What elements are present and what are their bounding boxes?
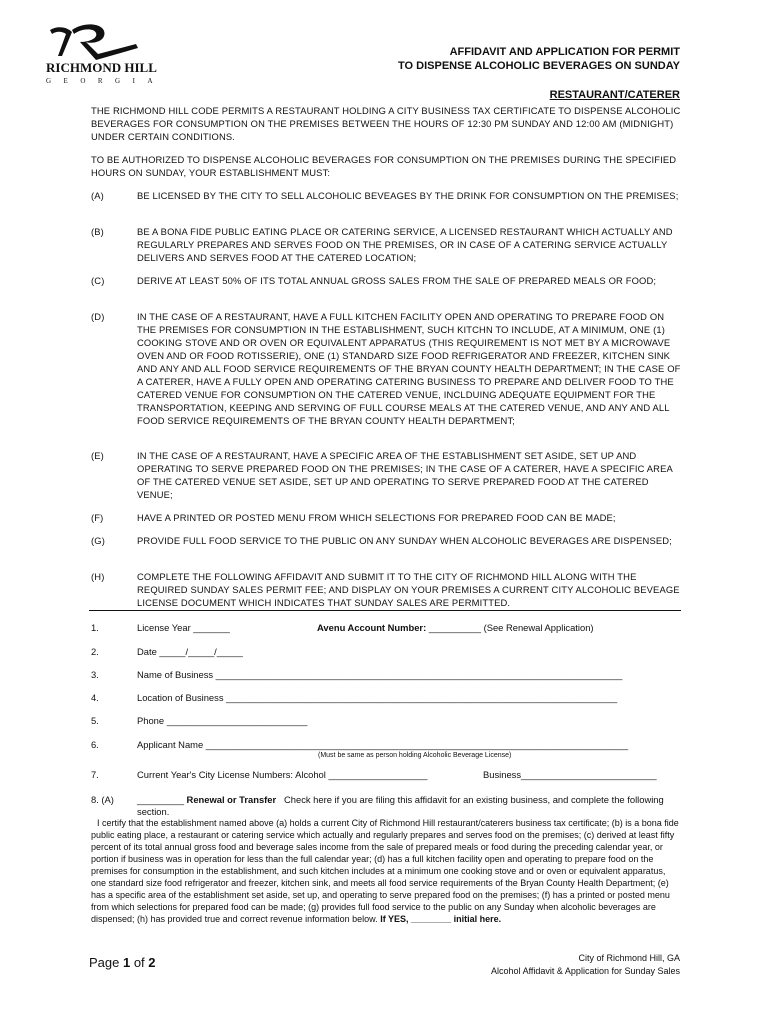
account-number-note: (See Renewal Application) <box>483 622 594 633</box>
city-logo <box>46 22 165 86</box>
renewal-transfer-instructions: Check here if you are filing this affidavit for an existing business, and complete the following section. <box>137 794 664 817</box>
footer-doc-title: Alcohol Affidavit & Application for Sunday Sales <box>491 966 680 976</box>
business-location-label[interactable]: Location of Business ___________________________________________________________________________ <box>137 692 618 703</box>
footer-city: City of Richmond Hill, GA <box>578 953 680 963</box>
document-subtitle: RESTAURANT/CATERER <box>549 89 680 101</box>
requirement-label: (H) <box>91 571 105 582</box>
document-title <box>398 45 680 73</box>
page-number: 1 <box>122 955 131 970</box>
initial-here-field[interactable]: If YES, ________ initial here. <box>380 914 502 924</box>
renewal-transfer-label: Renewal or Transfer <box>186 794 277 805</box>
requirement-text: BE A BONA FIDE PUBLIC EATING PLACE OR CATERING SERVICE, A LICENSED RESTAURANT WHICH ACTUALLY AND REGULARLY PREPARES AND SERVES FOOD ON THE PREMISES, OR IN CASE OF A CATERING SERVICE ACTUALLY DELIVERS AND SERVES FOOD AT THE CATERED LOCATION; <box>137 226 673 263</box>
field-number: 5. <box>91 715 99 726</box>
requirement-text: IN THE CASE OF A RESTAURANT, HAVE A FULL KITCHEN FACILITY OPEN AND OPERATING TO PREPARE FOOD ON THE PREMISES FOR CONSUMPTION IN THE ESTABLISHMENT, SUCH KITCHN TO INCLUDE, AT A MINIMUM, ONE (1) COOKING STOVE AND OR OVEN OR EQUIVALENT APPARATUS (THIS REQUIREMENT IS NOT MET BY A MICROWAVE OVEN AND OR FOOD ROTISSERIE), ONE (1) STANDARD SIZE FOOD REFRIGERATOR AND FREEZER, KITCHEN SINK AND ANY AND ALL FOOD SERVICE REQUIREMENTS OF THE BRYAN COUNTY HEALTH DEPARTMENT; IN THE CASE OF A CATERER, HAVE A FULLY OPEN AND OPERATING CATERING BUSINESS TO PREPARE AND DELIVER FOOD TO THE CATERED VENUE FOR CONSUMPTION ON THE CATERED VENUE, INCLDUING ADEQUATE EQUIPMENT FOR THE TRANSPORTATION, KEEPING AND SERVING OF FULL COURSE MEALS AT THE CATERED VENUE, AND ANY AND ALL FOOD SERVICE REQUIREMENTS OF THE BRYAN COUNTY HEALTH DEPARTMENT; <box>137 311 681 426</box>
requirement-label: (D) <box>91 311 105 322</box>
page-indicator <box>89 955 156 970</box>
requirement-label: (F) <box>91 512 104 523</box>
section-divider <box>89 610 681 611</box>
field-number: 4. <box>91 692 99 703</box>
intro-paragraph-1: THE RICHMOND HILL CODE PERMITS A RESTAURANT HOLDING A CITY BUSINESS TAX CERTIFICATE TO DISPENSE ALCOHOLIC BEVERAGES FOR CONSUMPTION ON THE PREMISES BETWEEN THE HOURS OF 12:30 PM SUNDAY AND 12:00 AM (MIDNIGHT) UNDER CERTAIN CONDITIONS. <box>91 105 681 142</box>
requirement-text: HAVE A PRINTED OR POSTED MENU FROM WHICH SELECTIONS FOR PREPARED FOOD CAN BE MADE; <box>137 512 616 523</box>
page-prefix: Page <box>89 955 123 970</box>
certification-text: I certify that the establishment named above (a) holds a current City of Richmond Hill restaurant/caterers business tax certificate; (b) is a bona fide public eating place, a restaurant or catering service which actually and regularly prepares and serves food on the premises; (c) derived at least fifty percent of its total annual gross food and beverage sales income from the sale of prepared meals or food during the preceding calendar year, or portion if business was in operation for less than the full calendar year; (d) has a full kitchen facility open and operating to prepare food on the premises for consumption in the establishment, and such kitchen includes at a minimum one cooking stove and or oven or equivalent apparatus, one standard size food refrigerator and freezer, kitchen sink, and meets all food service requirements of the Bryan County Health Department; (e) has a specific area of the establishment set aside, set up, and operating to serve prepared food on the premises; (f) has a printed or posted menu from which selections for prepared food can be made; (g) provides full food service to the public on any Sunday when alcoholic beverages are dispensed; (h) has provided true and correct revenue information below. <box>91 818 679 924</box>
title-line-1: AFFIDAVIT AND APPLICATION FOR PERMIT <box>449 46 680 58</box>
certification-paragraph <box>91 817 681 925</box>
requirement-text: COMPLETE THE FOLLOWING AFFIDAVIT AND SUBMIT IT TO THE CITY OF RICHMOND HILL ALONG WITH THE REQUIRED SUNDAY SALES PERMIT FEE; AND DISPLAY ON YOUR PREMISES A CURRENT CITY ALCOHOLIC BEVEAGE LICENSE DOCUMENT WHICH INDICATES THAT SUNDAY SALES ARE PERMITTED. <box>137 571 680 608</box>
requirement-label: (A) <box>91 190 104 201</box>
account-number-blank[interactable]: __________ <box>428 622 481 633</box>
alcohol-license-label[interactable]: Current Year's City License Numbers: Alcohol ___________________ <box>137 769 428 780</box>
requirement-text: IN THE CASE OF A RESTAURANT, HAVE A SPECIFIC AREA OF THE ESTABLISHMENT SET ASIDE, SET UP AND OPERATING TO SERVE PREPARED FOOD ON THE PREMISES; IN THE CASE OF A CATERER, HAVE A SPECIFIC AREA OF THE CATERED VENUE SET ASIDE, SET UP AND OPERATING TO SERVE PREPARED FOOD AT THE CATERED VENUE; <box>137 450 673 500</box>
requirement-text: PROVIDE FULL FOOD SERVICE TO THE PUBLIC ON ANY SUNDAY WHEN ALCOHOLIC BEVERAGES ARE DISPENSED; <box>137 535 672 546</box>
requirement-label: (B) <box>91 226 104 237</box>
field-number: 1. <box>91 622 99 633</box>
account-number-label: Avenu Account Number: <box>317 622 427 633</box>
field-number: 7. <box>91 769 99 780</box>
date-label[interactable]: Date _____/_____/_____ <box>137 646 243 657</box>
logo-subtitle: GEORGIA <box>46 77 165 85</box>
license-year-label[interactable]: License Year _______ <box>137 622 230 633</box>
field-number: 3. <box>91 669 99 680</box>
phone-label[interactable]: Phone ___________________________ <box>137 715 308 726</box>
page-of: of <box>130 955 149 970</box>
field-number: 6. <box>91 739 99 750</box>
renewal-transfer-blank[interactable]: _________ <box>137 794 184 805</box>
requirement-text: DERIVE AT LEAST 50% OF ITS TOTAL ANNUAL GROSS SALES FROM THE SALE OF PREPARED MEALS OR FOOD; <box>137 275 657 286</box>
field-number: 8. (A) <box>91 794 114 805</box>
requirement-text: BE LICENSED BY THE CITY TO SELL ALCOHOLIC BEVEAGES BY THE DRINK FOR CONSUMPTION ON THE PREMISES; <box>137 190 679 201</box>
field-number: 2. <box>91 646 99 657</box>
applicant-name-label[interactable]: Applicant Name _________________________________________________________________________________ <box>137 739 629 750</box>
logo-name: RICHMOND HILL <box>46 60 157 75</box>
business-name-label[interactable]: Name of Business ______________________________________________________________________________ <box>137 669 623 680</box>
business-license-label[interactable]: Business__________________________ <box>483 769 657 780</box>
requirement-label: (E) <box>91 450 104 461</box>
requirement-label: (C) <box>91 275 105 286</box>
title-line-2: TO DISPENSE ALCOHOLIC BEVERAGES ON SUNDAY <box>398 60 680 72</box>
account-number-field[interactable] <box>317 622 594 633</box>
page-total: 2 <box>148 955 156 970</box>
richmond-hill-emblem-icon <box>46 22 156 62</box>
intro-paragraph-2: TO BE AUTHORIZED TO DISPENSE ALCOHOLIC BEVERAGES FOR CONSUMPTION ON THE PREMISES DURING THE SPECIFIED HOURS ON SUNDAY, YOUR ESTABLISHMENT MUST: <box>91 154 677 178</box>
applicant-name-note: (Must be same as person holding Alcoholic Beverage License) <box>318 752 512 759</box>
renewal-transfer-text <box>137 794 681 818</box>
footer-info <box>491 952 680 978</box>
requirement-label: (G) <box>91 535 105 546</box>
